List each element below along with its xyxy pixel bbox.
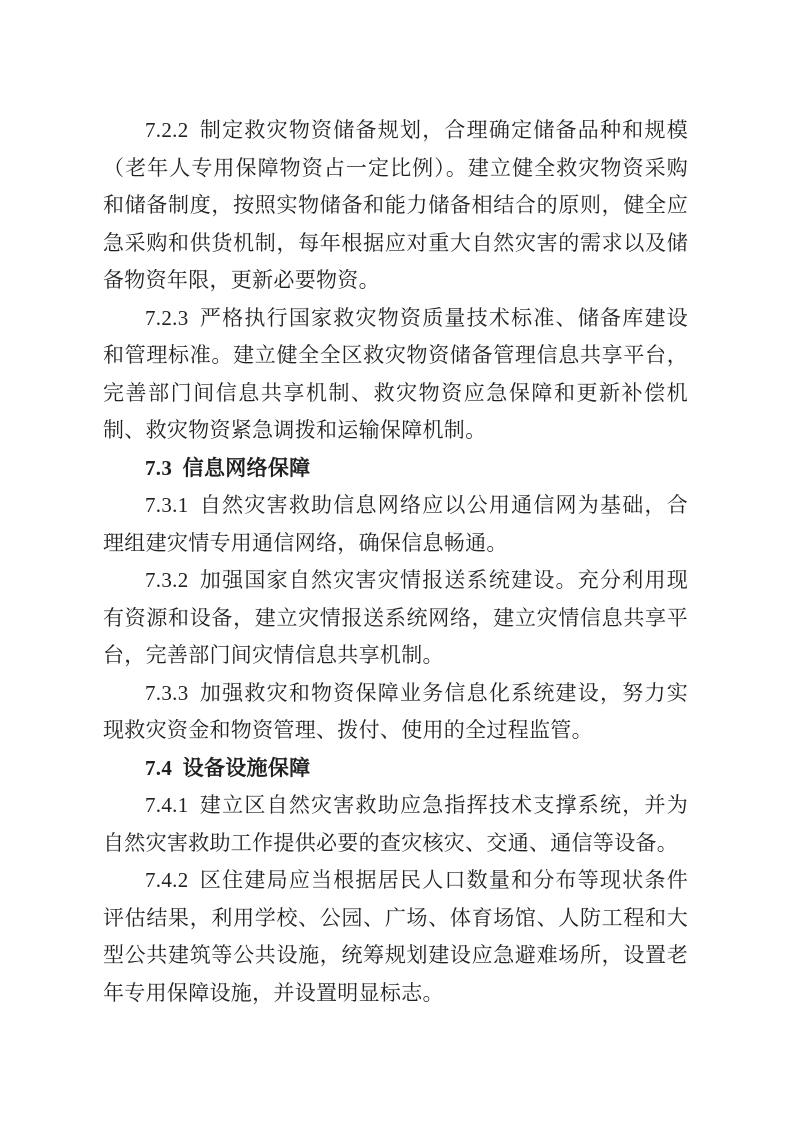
clause-text: 建立区自然灾害救助应急指挥技术支撑系统，并为自然灾害救助工作提供必要的查灾核灾、交通、通信等设备。 bbox=[103, 793, 688, 855]
clause-number: 7.4.2 bbox=[145, 868, 189, 892]
section-number: 7.3 bbox=[145, 455, 173, 480]
clause-number: 7.3.1 bbox=[145, 493, 189, 517]
clause-text: 自然灾害救助信息网络应以公用通信网为基础，合理组建灾情专用通信网络，确保信息畅通。 bbox=[103, 493, 688, 555]
clause-7-2-2 bbox=[103, 112, 688, 300]
clause-7-3-2 bbox=[103, 562, 688, 675]
clause-text: 加强救灾和物资保障业务信息化系统建设，努力实现救灾资金和物资管理、拨付、使用的全过程监管。 bbox=[103, 680, 688, 742]
section-number: 7.4 bbox=[145, 755, 173, 780]
clause-number: 7.2.3 bbox=[145, 305, 189, 330]
clause-number: 7.3.3 bbox=[145, 680, 189, 705]
section-heading-7-4 bbox=[103, 750, 688, 788]
clause-text: 制定救灾物资储备规划，合理确定储备品种和规模（老年人专用保障物资占一定比例）。建立健全救灾物资采购和储备制度，按照实物储备和能力储备相结合的原则，健全应急采购和供货机制，每年根据应对重大自然灾害的需求以及储备物资年限，更新必要物资。 bbox=[103, 118, 688, 292]
section-title: 设备设施保障 bbox=[182, 755, 311, 780]
clause-7-3-1 bbox=[103, 487, 688, 562]
section-title: 信息网络保障 bbox=[182, 455, 311, 480]
clause-text: 加强国家自然灾害灾情报送系统建设。充分利用现有资源和设备，建立灾情报送系统网络，建立灾情信息共享平台，完善部门间灾情信息共享机制。 bbox=[103, 568, 688, 667]
clause-text: 区住建局应当根据居民人口数量和分布等现状条件评估结果，利用学校、公园、广场、体育场馆、人防工程和大型公共建筑等公共设施，统筹规划建设应急避难场所，设置老年专用保障设施，并设置明显标志。 bbox=[103, 868, 688, 1005]
clause-7-2-3 bbox=[103, 300, 688, 450]
section-heading-7-3 bbox=[103, 450, 688, 488]
clause-7-3-3 bbox=[103, 675, 688, 750]
clause-7-4-2 bbox=[103, 862, 688, 1012]
clause-number: 7.4.1 bbox=[145, 793, 189, 817]
clause-number: 7.2.2 bbox=[145, 118, 189, 142]
clause-number: 7.3.2 bbox=[145, 568, 189, 592]
clause-text: 严格执行国家救灾物资质量技术标准、储备库建设和管理标准。建立健全全区救灾物资储备管理信息共享平台，完善部门间信息共享机制、救灾物资应急保障和更新补偿机制、救灾物资紧急调拨和运输保障机制。 bbox=[103, 305, 688, 442]
clause-7-4-1 bbox=[103, 787, 688, 862]
